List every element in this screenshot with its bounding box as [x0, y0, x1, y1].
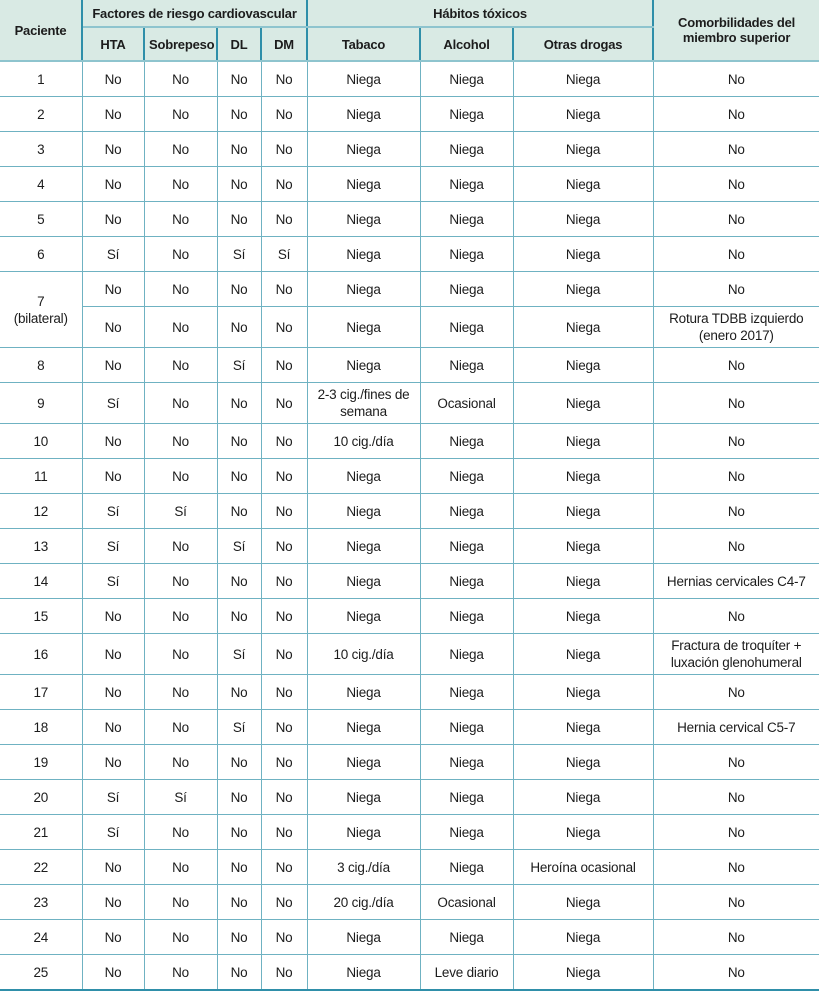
table-row: [0, 599, 819, 634]
table-row: [0, 634, 819, 675]
table-cell: Niega: [307, 97, 420, 132]
patient-id-cell: 20: [0, 780, 82, 815]
table-cell: Niega: [513, 815, 653, 850]
table-row: [0, 564, 819, 599]
table-cell: No: [217, 675, 261, 710]
table-cell: Niega: [420, 634, 513, 675]
header-col-dm: DM: [261, 27, 307, 61]
table-cell: Niega: [513, 564, 653, 599]
table-cell: No: [144, 710, 217, 745]
table-cell: Niega: [420, 850, 513, 885]
table-cell: 20 cig./día: [307, 885, 420, 920]
table-cell: No: [217, 955, 261, 991]
table-cell: No: [144, 675, 217, 710]
header-col-alcohol: Alcohol: [420, 27, 513, 61]
table-row: [0, 272, 819, 307]
table-cell: Sí: [217, 529, 261, 564]
table-cell: Niega: [307, 61, 420, 97]
table-cell: No: [261, 383, 307, 424]
table-row: [0, 815, 819, 850]
table-cell: No: [261, 61, 307, 97]
table-cell: Niega: [420, 564, 513, 599]
table-cell: No: [653, 272, 819, 307]
header-comorbilidades: Comorbilidades del miembro superior: [653, 0, 819, 61]
table-row: [0, 745, 819, 780]
table-cell: No: [144, 202, 217, 237]
table-cell: Rotura TDBB izquierdo (enero 2017): [653, 307, 819, 348]
table-cell: Niega: [420, 132, 513, 167]
table-cell: Niega: [307, 167, 420, 202]
table-cell: No: [82, 710, 144, 745]
table-cell: No: [144, 383, 217, 424]
table-cell: 3 cig./día: [307, 850, 420, 885]
table-cell: No: [217, 850, 261, 885]
table-row: [0, 348, 819, 383]
table-cell: No: [82, 675, 144, 710]
table-cell: Niega: [513, 237, 653, 272]
table-row: [0, 167, 819, 202]
table-cell: Niega: [513, 272, 653, 307]
table-cell: No: [82, 307, 144, 348]
table-cell: Hernia cervical C5-7: [653, 710, 819, 745]
table-cell: Niega: [307, 780, 420, 815]
table-cell: Niega: [513, 132, 653, 167]
table-cell: Sí: [261, 237, 307, 272]
table-cell: Niega: [420, 920, 513, 955]
table-cell: No: [653, 348, 819, 383]
table-cell: No: [217, 202, 261, 237]
table-cell: No: [82, 167, 144, 202]
table-cell: No: [653, 529, 819, 564]
table-row: [0, 97, 819, 132]
patient-id-cell: 6: [0, 237, 82, 272]
table-cell: Niega: [513, 745, 653, 780]
table-cell: No: [217, 780, 261, 815]
table-row: [0, 383, 819, 424]
table-cell: Niega: [513, 307, 653, 348]
table-row: [0, 529, 819, 564]
table-cell: Niega: [420, 459, 513, 494]
table-cell: No: [82, 97, 144, 132]
table-cell: No: [217, 815, 261, 850]
table-cell: 10 cig./día: [307, 424, 420, 459]
table-cell: No: [144, 97, 217, 132]
table-cell: No: [261, 307, 307, 348]
table-body: [0, 61, 819, 990]
table-cell: Niega: [420, 745, 513, 780]
patient-id-cell: 11: [0, 459, 82, 494]
table-cell: No: [144, 237, 217, 272]
patient-id-cell: 2: [0, 97, 82, 132]
table-cell: Sí: [82, 564, 144, 599]
table-cell: No: [653, 61, 819, 97]
table-cell: Niega: [513, 348, 653, 383]
patient-id-cell: 8: [0, 348, 82, 383]
header-col-sobrepeso: Sobrepeso: [144, 27, 217, 61]
table-cell: Niega: [513, 494, 653, 529]
table-cell: No: [144, 348, 217, 383]
header-group-row: [0, 0, 819, 27]
table-row: [0, 955, 819, 991]
table-cell: No: [144, 815, 217, 850]
patient-id-cell: 10: [0, 424, 82, 459]
table-cell: No: [144, 424, 217, 459]
table-cell: Niega: [420, 307, 513, 348]
table-cell: No: [82, 61, 144, 97]
table-cell: Niega: [513, 459, 653, 494]
table-cell: No: [261, 675, 307, 710]
patient-id-cell: 21: [0, 815, 82, 850]
table-cell: Niega: [513, 202, 653, 237]
table-cell: Niega: [307, 675, 420, 710]
table-cell: No: [653, 132, 819, 167]
table-cell: Niega: [513, 885, 653, 920]
table-cell: Fractura de troquíter + luxación glenohumeral: [653, 634, 819, 675]
table-row: [0, 307, 819, 348]
table-cell: No: [82, 885, 144, 920]
table-cell: No: [217, 920, 261, 955]
table-row: [0, 424, 819, 459]
table-cell: No: [217, 272, 261, 307]
table-cell: No: [144, 634, 217, 675]
table-cell: No: [653, 424, 819, 459]
table-cell: No: [82, 424, 144, 459]
table-cell: Leve diario: [420, 955, 513, 991]
patient-id-cell: 12: [0, 494, 82, 529]
table-cell: Niega: [307, 815, 420, 850]
table-row: [0, 494, 819, 529]
table-cell: Niega: [513, 710, 653, 745]
table-cell: No: [82, 920, 144, 955]
table-cell: Niega: [307, 237, 420, 272]
table-cell: Niega: [420, 780, 513, 815]
table-cell: No: [653, 167, 819, 202]
table-cell: No: [261, 529, 307, 564]
table-cell: No: [82, 634, 144, 675]
patient-id-cell: 17: [0, 675, 82, 710]
table-cell: No: [261, 97, 307, 132]
header-group-riesgo-cardiovascular: Factores de riesgo cardiovascular: [82, 0, 307, 27]
table-cell: Niega: [420, 348, 513, 383]
table-cell: No: [217, 599, 261, 634]
table-cell: No: [144, 599, 217, 634]
table-cell: No: [144, 850, 217, 885]
table-cell: Niega: [420, 272, 513, 307]
table-cell: Niega: [307, 564, 420, 599]
table-cell: Niega: [307, 920, 420, 955]
table-cell: No: [261, 885, 307, 920]
table-cell: Niega: [513, 920, 653, 955]
table-cell: Sí: [217, 710, 261, 745]
patient-id-cell: 4: [0, 167, 82, 202]
table-cell: Sí: [82, 494, 144, 529]
patient-id-cell: 7 (bilateral): [0, 272, 82, 348]
patient-id-cell: 5: [0, 202, 82, 237]
table-cell: No: [217, 167, 261, 202]
table-cell: Heroína ocasional: [513, 850, 653, 885]
patient-id-cell: 19: [0, 745, 82, 780]
table-cell: Niega: [513, 167, 653, 202]
table-cell: No: [82, 599, 144, 634]
table-cell: Niega: [420, 599, 513, 634]
table-cell: Niega: [307, 272, 420, 307]
table-cell: Niega: [513, 599, 653, 634]
table-cell: No: [261, 710, 307, 745]
table-cell: Niega: [307, 348, 420, 383]
patient-id-cell: 9: [0, 383, 82, 424]
table-cell: No: [261, 494, 307, 529]
table-cell: No: [261, 955, 307, 991]
table-cell: Niega: [420, 237, 513, 272]
table-cell: Sí: [82, 780, 144, 815]
table-cell: No: [217, 383, 261, 424]
table-cell: Niega: [307, 202, 420, 237]
table-cell: No: [217, 885, 261, 920]
table-cell: No: [217, 459, 261, 494]
table-cell: Niega: [307, 494, 420, 529]
header-group-habitos-toxicos: Hábitos tóxicos: [307, 0, 653, 27]
table-cell: No: [653, 885, 819, 920]
table-cell: No: [217, 424, 261, 459]
patient-id-cell: 1: [0, 61, 82, 97]
table-cell: Niega: [307, 529, 420, 564]
table-cell: 2-3 cig./fines de semana: [307, 383, 420, 424]
table-cell: No: [653, 459, 819, 494]
table-cell: Niega: [420, 61, 513, 97]
patient-id-cell: 13: [0, 529, 82, 564]
table-cell: No: [217, 132, 261, 167]
table-cell: No: [261, 348, 307, 383]
table-cell: Hernias cervicales C4-7: [653, 564, 819, 599]
table-cell: No: [261, 202, 307, 237]
table-cell: No: [217, 494, 261, 529]
patient-id-cell: 15: [0, 599, 82, 634]
table-cell: Ocasional: [420, 383, 513, 424]
table-cell: Niega: [513, 955, 653, 991]
table-row: [0, 780, 819, 815]
table-cell: Niega: [420, 167, 513, 202]
table-cell: 10 cig./día: [307, 634, 420, 675]
table-cell: Niega: [307, 132, 420, 167]
table-cell: No: [144, 955, 217, 991]
patient-id-cell: 25: [0, 955, 82, 991]
table-cell: Niega: [420, 97, 513, 132]
table-cell: Niega: [420, 424, 513, 459]
table-cell: Sí: [82, 237, 144, 272]
header-col-tabaco: Tabaco: [307, 27, 420, 61]
table-header: [0, 0, 819, 61]
table-cell: Niega: [513, 529, 653, 564]
table-cell: No: [144, 885, 217, 920]
table-cell: Niega: [307, 710, 420, 745]
table-cell: Niega: [420, 529, 513, 564]
table-cell: Sí: [82, 815, 144, 850]
table-cell: No: [217, 745, 261, 780]
table-cell: Niega: [513, 97, 653, 132]
table-cell: Niega: [307, 745, 420, 780]
header-col-hta: HTA: [82, 27, 144, 61]
header-col-otras-drogas: Otras drogas: [513, 27, 653, 61]
table-cell: No: [261, 780, 307, 815]
table-cell: No: [261, 459, 307, 494]
table-cell: No: [217, 564, 261, 599]
table-cell: Niega: [307, 459, 420, 494]
table-cell: Niega: [513, 61, 653, 97]
header-paciente: Paciente: [0, 0, 82, 61]
table-cell: Niega: [420, 202, 513, 237]
table-cell: No: [653, 494, 819, 529]
table-cell: No: [144, 132, 217, 167]
table-cell: Ocasional: [420, 885, 513, 920]
table-cell: No: [653, 202, 819, 237]
table-cell: Sí: [217, 348, 261, 383]
table-cell: Niega: [513, 383, 653, 424]
table-cell: No: [653, 920, 819, 955]
table-cell: Niega: [420, 494, 513, 529]
table-cell: No: [144, 459, 217, 494]
table-cell: No: [82, 202, 144, 237]
table-row: [0, 885, 819, 920]
table-cell: No: [653, 383, 819, 424]
table-cell: No: [144, 564, 217, 599]
table-cell: Niega: [307, 599, 420, 634]
table-cell: No: [217, 61, 261, 97]
table-row: [0, 850, 819, 885]
table-cell: Niega: [307, 307, 420, 348]
table-cell: No: [82, 348, 144, 383]
table-cell: No: [144, 307, 217, 348]
table-cell: No: [261, 745, 307, 780]
table-cell: No: [261, 599, 307, 634]
table-cell: No: [261, 424, 307, 459]
table-cell: No: [144, 272, 217, 307]
table-cell: No: [82, 955, 144, 991]
table-cell: Sí: [144, 494, 217, 529]
table-row: [0, 710, 819, 745]
table-cell: No: [261, 815, 307, 850]
patient-id-cell: 14: [0, 564, 82, 599]
table-cell: No: [653, 850, 819, 885]
table-cell: No: [144, 745, 217, 780]
table-cell: No: [261, 132, 307, 167]
table-row: [0, 459, 819, 494]
table-cell: Sí: [144, 780, 217, 815]
patient-id-cell: 23: [0, 885, 82, 920]
patient-id-cell: 24: [0, 920, 82, 955]
table-cell: No: [82, 745, 144, 780]
table-cell: Sí: [82, 529, 144, 564]
table-cell: No: [261, 850, 307, 885]
table-cell: No: [653, 97, 819, 132]
table-cell: Niega: [420, 815, 513, 850]
table-cell: No: [144, 920, 217, 955]
table-cell: No: [261, 272, 307, 307]
table-cell: No: [653, 237, 819, 272]
table-cell: No: [82, 850, 144, 885]
table-cell: No: [653, 815, 819, 850]
patient-id-cell: 3: [0, 132, 82, 167]
table-cell: Niega: [307, 955, 420, 991]
table-cell: No: [217, 97, 261, 132]
table-cell: No: [261, 634, 307, 675]
table-cell: Sí: [82, 383, 144, 424]
patient-id-cell: 18: [0, 710, 82, 745]
table-cell: No: [653, 955, 819, 991]
table-cell: Niega: [513, 675, 653, 710]
table-cell: Niega: [513, 780, 653, 815]
table-cell: No: [82, 459, 144, 494]
table-cell: No: [653, 780, 819, 815]
table-cell: No: [144, 167, 217, 202]
table-row: [0, 132, 819, 167]
header-col-dl: DL: [217, 27, 261, 61]
table-cell: No: [217, 307, 261, 348]
table-row: [0, 675, 819, 710]
table-cell: No: [144, 529, 217, 564]
table-cell: No: [653, 675, 819, 710]
table-cell: Niega: [420, 675, 513, 710]
table-cell: Niega: [513, 634, 653, 675]
patient-id-cell: 16: [0, 634, 82, 675]
patient-id-cell: 22: [0, 850, 82, 885]
table-cell: Sí: [217, 237, 261, 272]
table-cell: No: [653, 599, 819, 634]
table-cell: No: [261, 564, 307, 599]
table-cell: Niega: [420, 710, 513, 745]
table-cell: Niega: [513, 424, 653, 459]
table-row: [0, 920, 819, 955]
table-row: [0, 202, 819, 237]
table-row: [0, 61, 819, 97]
table-cell: No: [144, 61, 217, 97]
table-cell: No: [82, 272, 144, 307]
table-cell: No: [261, 167, 307, 202]
table-row: [0, 237, 819, 272]
table-cell: No: [653, 745, 819, 780]
table-cell: No: [261, 920, 307, 955]
table-cell: No: [82, 132, 144, 167]
table-cell: Sí: [217, 634, 261, 675]
